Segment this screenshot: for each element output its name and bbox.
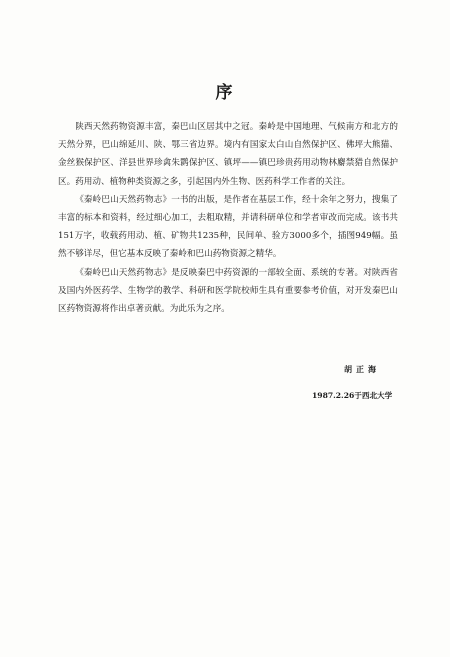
paragraph-2: 《秦岭巴山天然药物志》一书的出版，是作者在基层工作，经十余年之努力，搜集了丰富的标本和资料，经过细心加工，去粗取精，并请科研单位和学者审改而完成。该书共151万字，收载药用动、植、矿物共1235种，民间单、验方3000多个，插图949幅。虽然不够详尽，但它基本反映了秦岭和巴山药物资源之精华。 [58, 194, 398, 260]
paragraph-1: 陕西天然药物资源丰富，秦巴山区居其中之冠。秦岭是中国地理、气候南方和北方的天然分界，巴山绵延川、陕、鄂三省边界。境内有国家太白山自然保护区、佛坪大熊猫、金丝猴保护区、洋县世界珍禽朱鹮保护区、镇坪——镇巴珍贵药用动物林麝禁猎自然保护区。药用动、植物种类资源之多，引起国内外生物、医药科学工作者的关注。 [58, 122, 398, 187]
signature-date-place: 1987.2.26于西北大学 [312, 391, 393, 400]
author-signature: 胡正海 [344, 364, 380, 374]
preface-body [58, 118, 398, 318]
page-title: 序 [215, 83, 235, 103]
paragraph-3: 《秦岭巴山天然药物志》是反映秦巴中药资源的一部较全面、系统的专著。对陕西省及国内外医药学、生物学的教学、科研和医学院校师生具有重要参考价值，对开发秦巴山区药物资源将作出卓著贡献。为此乐为之序。 [58, 267, 398, 315]
